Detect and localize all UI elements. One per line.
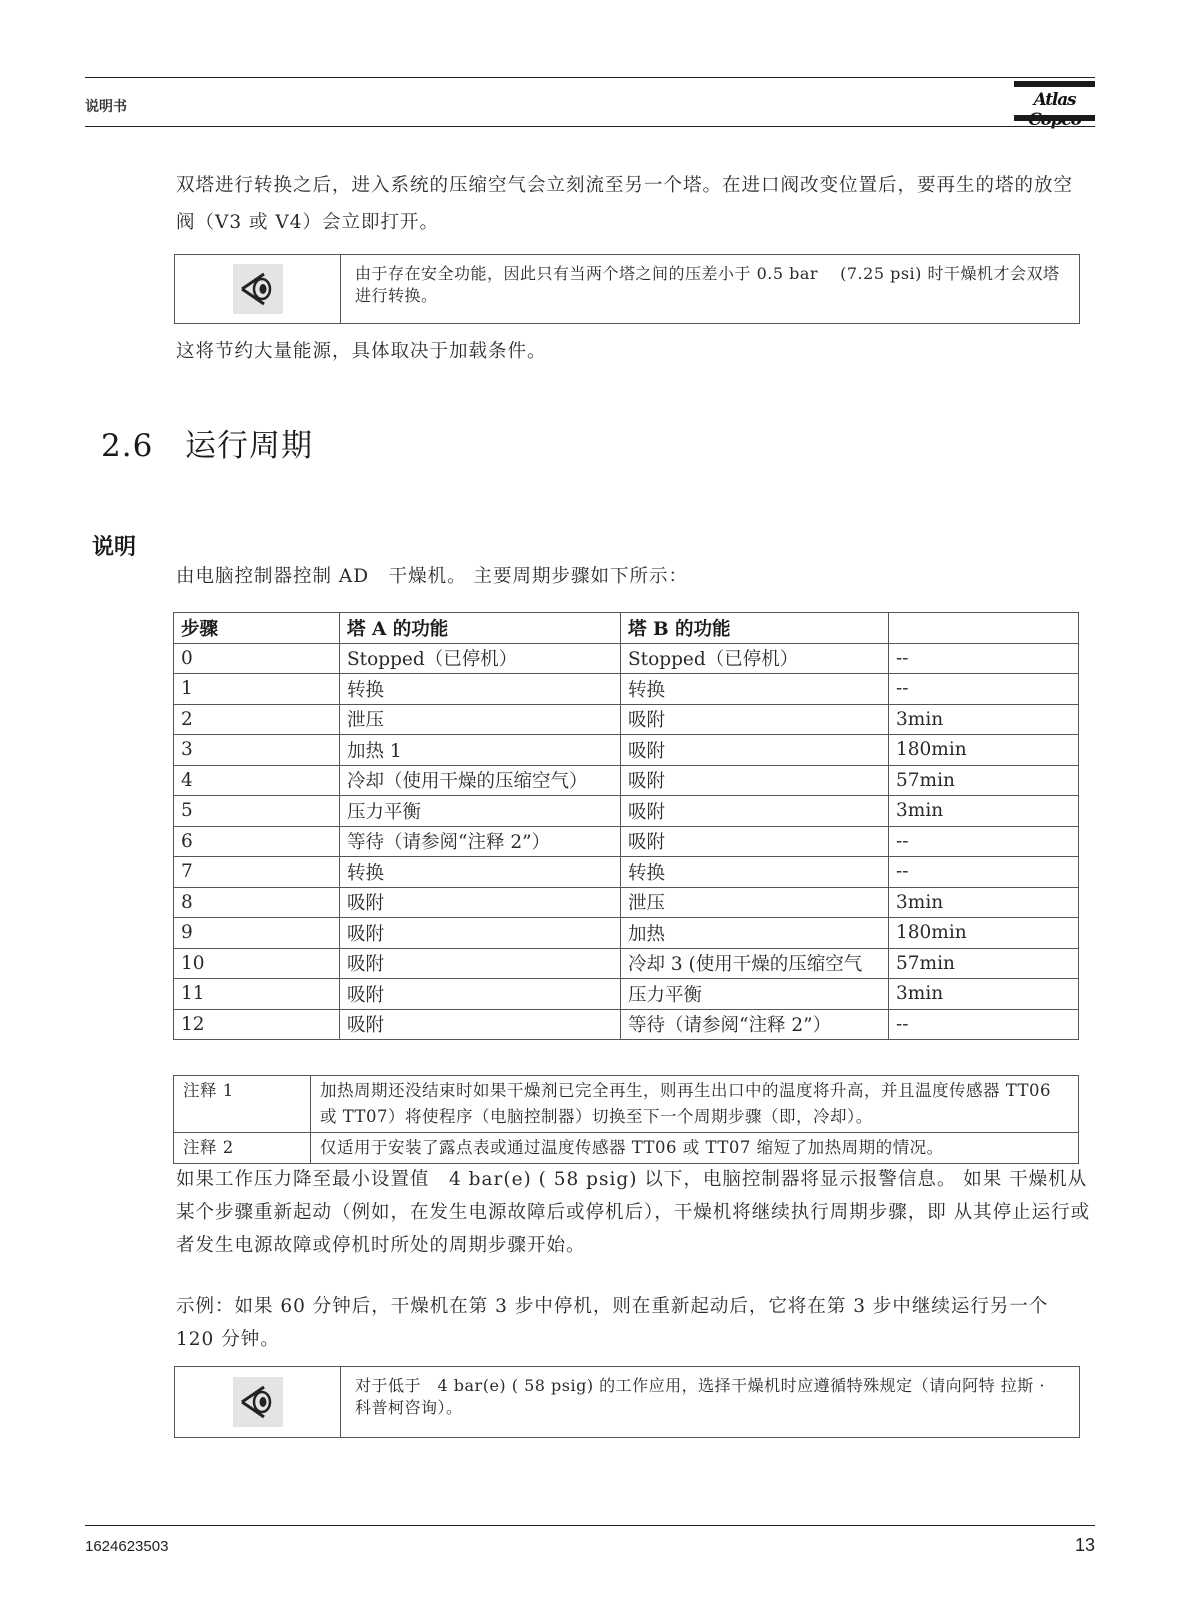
table-row [174,826,1079,857]
section-number: 2.6 [101,428,154,464]
cell-duration: 3min [889,796,1079,827]
section-heading [101,420,313,465]
cell-duration: -- [889,643,1079,674]
cell-tower-b: 等待（请参阅“注释 2”） [621,1009,889,1040]
logo-bar-bottom [1014,115,1095,121]
energy-saving-text: 这将节约大量能源，具体取决于加载条件。 [176,341,547,362]
table-row [174,643,1079,674]
cell-duration: 180min [889,918,1079,949]
note-row [174,1076,1079,1133]
eye-caution-icon [233,1377,283,1427]
cell-tower-b: 加热 [621,918,889,949]
header-tower-b: 塔 B 的功能 [621,613,889,644]
cell-duration: 180min [889,735,1079,766]
cell-tower-b: 吸附 [621,765,889,796]
cell-tower-a: 冷却（使用干燥的压缩空气） [340,765,621,796]
header-rule-bottom [85,126,1095,127]
cell-tower-a: 转换 [340,674,621,705]
note-label: 注释 2 [174,1133,311,1164]
header-duration [889,613,1079,644]
table-row [174,948,1079,979]
notes-table [173,1075,1079,1164]
cell-tower-b: 吸附 [621,796,889,827]
cell-tower-a: 吸附 [340,918,621,949]
cell-step: 4 [174,765,340,796]
footer-rule [85,1525,1095,1526]
logo-bar-top [1014,81,1095,87]
table-row [174,796,1079,827]
header-tower-a: 塔 A 的功能 [340,613,621,644]
cell-step: 10 [174,948,340,979]
eye-caution-icon [233,264,283,314]
cell-duration: 57min [889,948,1079,979]
header-title: 说明书 [85,99,127,115]
cell-step: 8 [174,887,340,918]
table-row [174,918,1079,949]
cell-step: 11 [174,979,340,1010]
cell-tower-b: Stopped（已停机） [621,643,889,674]
cell-step: 12 [174,1009,340,1040]
section-title: 运行周期 [185,428,313,464]
example-paragraph: 示例：如果 60 分钟后，干燥机在第 3 步中停机，则在重新起动后，它将在第 3 步中继续运行另一个 120 分钟。 [176,1296,1049,1350]
cell-step: 2 [174,704,340,735]
cell-step: 7 [174,857,340,888]
cell-tower-b: 泄压 [621,887,889,918]
low-pressure-note-text: 对于低于 4 bar(e) ( 58 psig) 的工作应用，选择干燥机时应遵循特殊规定（请向阿特 拉斯 · 科普柯咨询）。 [355,1376,1045,1417]
cell-duration: -- [889,1009,1079,1040]
cell-step: 0 [174,643,340,674]
cell-tower-a: 压力平衡 [340,796,621,827]
cell-step: 3 [174,735,340,766]
low-pressure-note-box [174,1366,1080,1438]
header-step: 步骤 [174,613,340,644]
table-row [174,857,1079,888]
cell-tower-a: 吸附 [340,1009,621,1040]
cell-step: 9 [174,918,340,949]
cell-duration: 57min [889,765,1079,796]
intro-paragraph: 双塔进行转换之后，进入系统的压缩空气会立刻流至另一个塔。在进口阀改变位置后，要再生的塔的放空阀（V3 或 V4）会立即打开。 [176,175,1074,233]
cell-tower-b: 吸附 [621,826,889,857]
cell-tower-a: 泄压 [340,704,621,735]
cell-tower-a: 吸附 [340,948,621,979]
safety-note-box [174,254,1080,324]
cell-tower-b: 压力平衡 [621,979,889,1010]
pressure-alarm-paragraph: 如果工作压力降至最小设置值 4 bar(e) ( 58 psig) 以下，电脑控制器将显示报警信息。 如果 干燥机从某个步骤重新起动（例如，在发生电源故障后或停机后），干燥机将继续执行周期步骤，即 从其停止运行或者发生电源故障或停机时所处的周期步骤开始。 [176,1169,1091,1256]
header-rule-top [85,77,1095,78]
cell-step: 1 [174,674,340,705]
cell-duration: -- [889,674,1079,705]
cell-tower-b: 转换 [621,674,889,705]
cycle-table [173,612,1079,1040]
cell-duration: 3min [889,704,1079,735]
table-row [174,1009,1079,1040]
subsection-title: 说明 [92,534,137,560]
cell-tower-b: 转换 [621,857,889,888]
table-row [174,674,1079,705]
cell-tower-a: 吸附 [340,887,621,918]
table-header-row [174,613,1079,644]
note-row [174,1133,1079,1164]
cell-tower-a: 转换 [340,857,621,888]
cell-tower-a: Stopped（已停机） [340,643,621,674]
cell-duration: -- [889,826,1079,857]
table-row [174,735,1079,766]
cell-tower-a: 吸附 [340,979,621,1010]
table-row [174,765,1079,796]
footer-doc-number: 1624623503 [85,1538,169,1555]
table-row [174,979,1079,1010]
cell-duration: -- [889,857,1079,888]
cell-tower-b: 吸附 [621,704,889,735]
cell-step: 6 [174,826,340,857]
note-label: 注释 1 [174,1076,311,1133]
cell-duration: 3min [889,979,1079,1010]
cell-tower-b: 冷却 3 (使用干燥的压缩空气 [621,948,889,979]
note-icon-cell [175,255,341,323]
safety-note-text: 由于存在安全功能，因此只有当两个塔之间的压差小于 0.5 bar (7.25 psi) 时干燥机才会双塔进行转换。 [355,264,1060,305]
cell-tower-b: 吸附 [621,735,889,766]
table-row [174,887,1079,918]
cell-duration: 3min [889,887,1079,918]
logo-text: Atlas [1033,90,1076,110]
cell-tower-a: 加热 1 [340,735,621,766]
cell-step: 5 [174,796,340,827]
note-text: 加热周期还没结束时如果干燥剂已完全再生，则再生出口中的温度将升高，并且温度传感器 TT06 或 TT07）将使程序（电脑控制器）切换至下一个周期步骤（即，冷却）。 [311,1076,1079,1133]
note-icon-cell [175,1367,341,1437]
note-text: 仅适用于安装了露点表或通过温度传感器 TT06 或 TT07 缩短了加热周期的情况。 [311,1133,1079,1164]
atlas-copco-logo [1014,81,1095,121]
footer-page-number: 13 [1074,1535,1095,1555]
table-row [174,704,1079,735]
cell-tower-a: 等待（请参阅“注释 2”） [340,826,621,857]
subsection-lead: 由电脑控制器控制 AD 干燥机。 主要周期步骤如下所示： [176,566,688,587]
